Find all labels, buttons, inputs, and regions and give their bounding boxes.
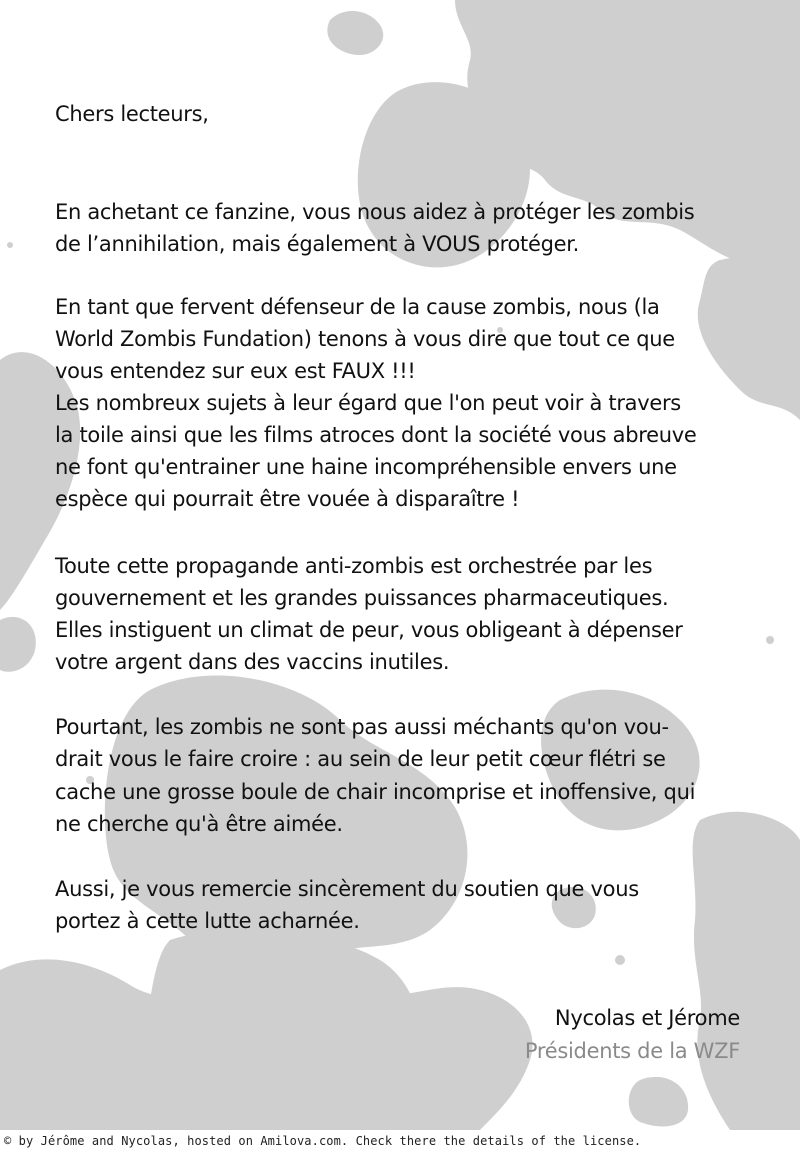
paragraph-1-line-2: de l’annihilation, mais également à VOUS protéger. (55, 232, 580, 256)
paragraph-3-line-1: Toute cette propagande anti-zombis est orchestrée par les (55, 554, 653, 578)
paragraph-4-line-4: ne cherche qu'à être aimée. (55, 812, 343, 836)
paragraph-5-line-1: Aussi, je vous remercie sincèrement du soutien que vous (55, 877, 639, 901)
paragraph-3-line-3: Elles instiguent un climat de peur, vous obligeant à dépenser (55, 618, 683, 642)
paragraph-2-line-2: World Zombis Fundation) tenons à vous dire que tout ce que (55, 327, 675, 351)
paragraph-1-line-1: En achetant ce fanzine, vous nous aidez à protéger les zombis (55, 200, 695, 224)
signature-title: Présidents de la WZF (524, 1039, 740, 1063)
paragraph-2-line-3: vous entendez sur eux est FAUX !!! (55, 359, 416, 383)
paragraph-2-line-1: En tant que fervent défenseur de la cause zombis, nous (la (55, 295, 660, 319)
signature-names: Nycolas et Jérome (554, 1006, 740, 1030)
paragraph-3-line-4: votre argent dans des vaccins inutiles. (55, 650, 450, 674)
paragraph-4-line-1: Pourtant, les zombis ne sont pas aussi méchants qu'on vou- (55, 715, 669, 739)
paragraph-2-line-5: la toile ainsi que les films atroces dont la société vous abreuve (55, 423, 697, 447)
paragraph-4-line-2: drait vous le faire croire : au sein de leur petit cœur flétri se (55, 747, 666, 771)
paragraph-3-line-2: gouvernement et les grandes puissances pharmaceutiques. (55, 586, 669, 610)
paragraph-2-line-6: ne font qu'entrainer une haine incompréhensible envers une (55, 455, 677, 479)
paragraph-4-line-3: cache une grosse boule de chair incomprise et inoffensive, qui (55, 780, 696, 804)
paragraph-5-line-2: portez à cette lutte acharnée. (55, 909, 360, 933)
paragraph-2-line-4: Les nombreux sujets à leur égard que l'on peut voir à travers (55, 391, 681, 415)
paragraph-2-line-7: espèce qui pourrait être vouée à disparaître ! (55, 487, 520, 511)
copyright-footer: © by Jérôme and Nycolas, hosted on Amilova.com. Check there the details of the license. (4, 1134, 642, 1148)
greeting: Chers lecteurs, (55, 102, 209, 126)
